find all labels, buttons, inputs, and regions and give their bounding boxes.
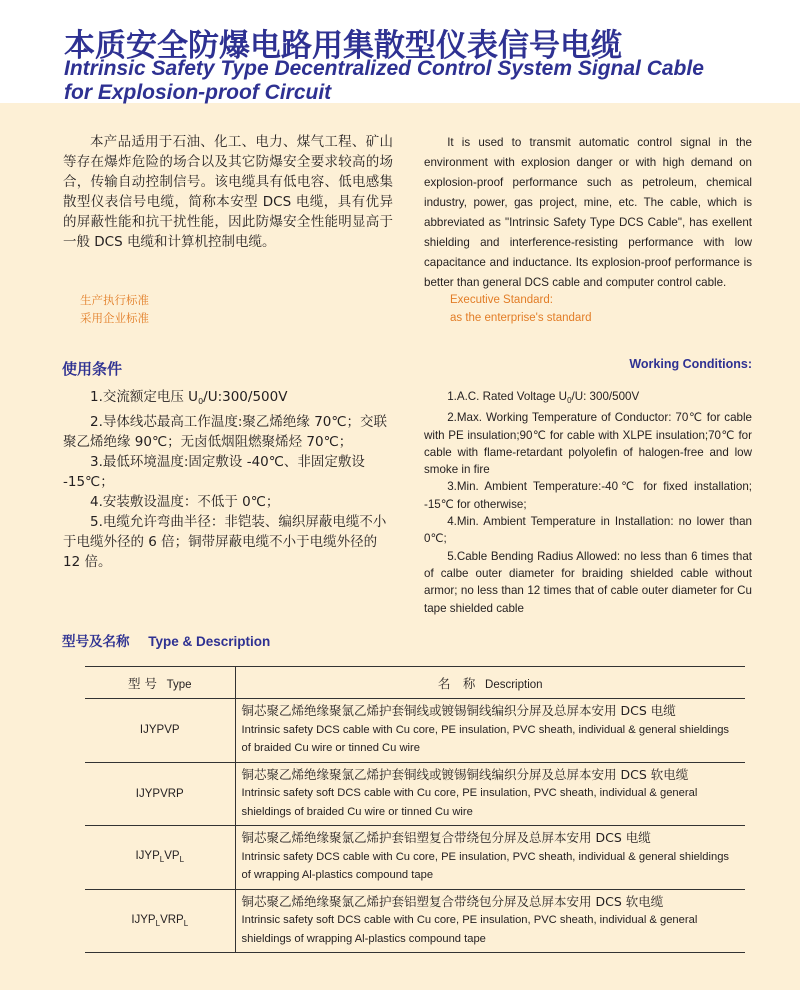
- type-code: $IJYP_LVRP_L$: [85, 889, 235, 953]
- condition-en-5: 5.Cable Bending Radius Allowed: no less than 6 times that of calbe outer diameter for braiding shielded cable without armor; no less than 12 times that of cable outer diameter for Cu tape shielded cable: [424, 549, 752, 615]
- intro-cn: 本产品适用于石油、化工、电力、煤气工程、矿山等存在爆炸危险的场合以及其它防爆安全要求较高的场合，传输自动控制信号。该电缆具有低电容、低电感集散型仪表信号电缆，简称本安型 DCS 电缆，具有优异的屏蔽性能和抗干扰性能，因此防爆安全性能明显高于一般 DCS 电缆和计算机控制电缆。: [63, 134, 393, 250]
- table-row: [85, 889, 745, 953]
- col-desc-header: 名 称 Description: [235, 667, 745, 699]
- conditions-list-en: [424, 388, 752, 617]
- description-en: Intrinsic safety DCS cable with Cu core, PE insulation, PVC sheath, individual & general shieldings of wrapping Al-plastics compound tape: [241, 850, 730, 881]
- title-en-line2: for Explosion-proof Circuit: [64, 81, 332, 104]
- types-table: [85, 666, 745, 953]
- description-en: Intrinsic safety soft DCS cable with Cu core, PE insulation, PVC sheath, individual & general shieldings of braided Cu wire or tinned Cu wire: [241, 787, 698, 818]
- description-cn: 铜芯聚乙烯绝缘聚氯乙烯护套铝塑复合带绕包分屏及总屏本安用 DCS 电缆: [241, 830, 651, 845]
- condition-cn-4: 4.安装敷设温度：不低于 0℃；: [90, 494, 280, 510]
- condition-en-4: 4.Min. Ambient Temperature in Installation: no lower than 0℃;: [424, 515, 752, 546]
- types-heading-en: Type & Description: [148, 634, 271, 649]
- type-description: [235, 762, 745, 826]
- type-code: IJYPVP: [85, 699, 235, 763]
- condition-en-2: 2.Max. Working Temperature of Conductor: 70℃ for cable with PE insulation;90℃ for cable with XLPE insulation;70℃ for cable with flame-retardant polyolefin of halogen-free and low smoke in fire: [424, 411, 752, 477]
- conditions-heading-cn: 使用条件: [62, 360, 123, 378]
- condition-cn-3: 3.最低环境温度:固定敷设 -40℃、非固定敷设 -15℃；: [63, 454, 365, 490]
- standard-cn-label: 生产执行标准: [80, 293, 149, 307]
- description-cn: 铜芯聚乙烯绝缘聚氯乙烯护套铜线或镀锡铜线编织分屏及总屏本安用 DCS 软电缆: [241, 766, 689, 782]
- col-type-header: 型 号 Type: [85, 667, 235, 699]
- table-row: [85, 762, 745, 826]
- intro-en: It is used to transmit automatic control signal in the environment with explosion danger or with high demand on explosion-proof performance such as petroleum, chemical industry, power, gas project, mine, etc. The cable, which is abbreviated as "Intrinsic Safety Type DCS Cable", has exellent shielding and interference-resisting performance with low capacitance and inductance. Its explosion-proof performance is better than general DCS cable and computer control cable.: [424, 136, 752, 289]
- description-en: Intrinsic safety DCS cable with Cu core, PE insulation, PVC sheath, individual & general shieldings of braided Cu wire or tinned Cu wire: [241, 723, 730, 754]
- title-cn: 本质安全防爆电路用集散型仪表信号电缆: [64, 28, 622, 64]
- condition-cn-2: 2.导体线芯最高工作温度:聚乙烯绝缘 70℃；交联聚乙烯绝缘 90℃；无卤低烟阻燃聚烯烃 70℃；: [63, 414, 388, 450]
- standard-en: [450, 291, 592, 327]
- table-row: [85, 699, 745, 763]
- condition-en-1: 1.A.C. Rated Voltage $U_0/U$: 300/500V: [447, 390, 640, 405]
- standard-en-label: Executive Standard:: [450, 294, 553, 306]
- type-code: $IJYP_LVP_L$: [85, 826, 235, 890]
- description-cn: 铜芯聚乙烯绝缘聚氯乙烯护套铝塑复合带绕包分屏及总屏本安用 DCS 软电缆: [241, 893, 664, 909]
- condition-cn-1: 1.交流额定电压 $U_0/U:300/500V$: [90, 389, 288, 406]
- type-code: IJYPVRP: [85, 762, 235, 826]
- description-cn: 铜芯聚乙烯绝缘聚氯乙烯护套铜线或镀锡铜线编织分屏及总屏本安用 DCS 电缆: [241, 703, 676, 718]
- standard-cn-value: 采用企业标准: [80, 311, 149, 325]
- type-description: [235, 699, 745, 763]
- table-header-row: [85, 667, 745, 699]
- type-description: [235, 889, 745, 953]
- description-en: Intrinsic safety soft DCS cable with Cu core, PE insulation, PVC sheath, individual & general shieldings of wrapping Al-plastics compound tape: [241, 914, 698, 945]
- table-row: [85, 826, 745, 890]
- conditions-heading-en: Working Conditions:: [629, 357, 752, 371]
- types-heading-cn: 型号及名称: [62, 634, 130, 650]
- standard-en-value: as the enterprise's standard: [450, 312, 592, 324]
- types-heading: [62, 630, 270, 650]
- type-description: [235, 826, 745, 890]
- title-en-line1: Intrinsic Safety Type Decentralized Control System Signal Cable: [64, 57, 704, 80]
- conditions-list-cn: [63, 387, 393, 572]
- condition-en-3: 3.Min. Ambient Temperature:-40℃ for fixed installation; -15℃ for otherwise;: [424, 480, 752, 511]
- standard-cn: [80, 291, 149, 327]
- condition-cn-5: 5.电缆允许弯曲半径：非铠装、编织屏蔽电缆不小于电缆外径的 6 倍；铜带屏蔽电缆不小于电缆外径的 12 倍。: [63, 514, 387, 570]
